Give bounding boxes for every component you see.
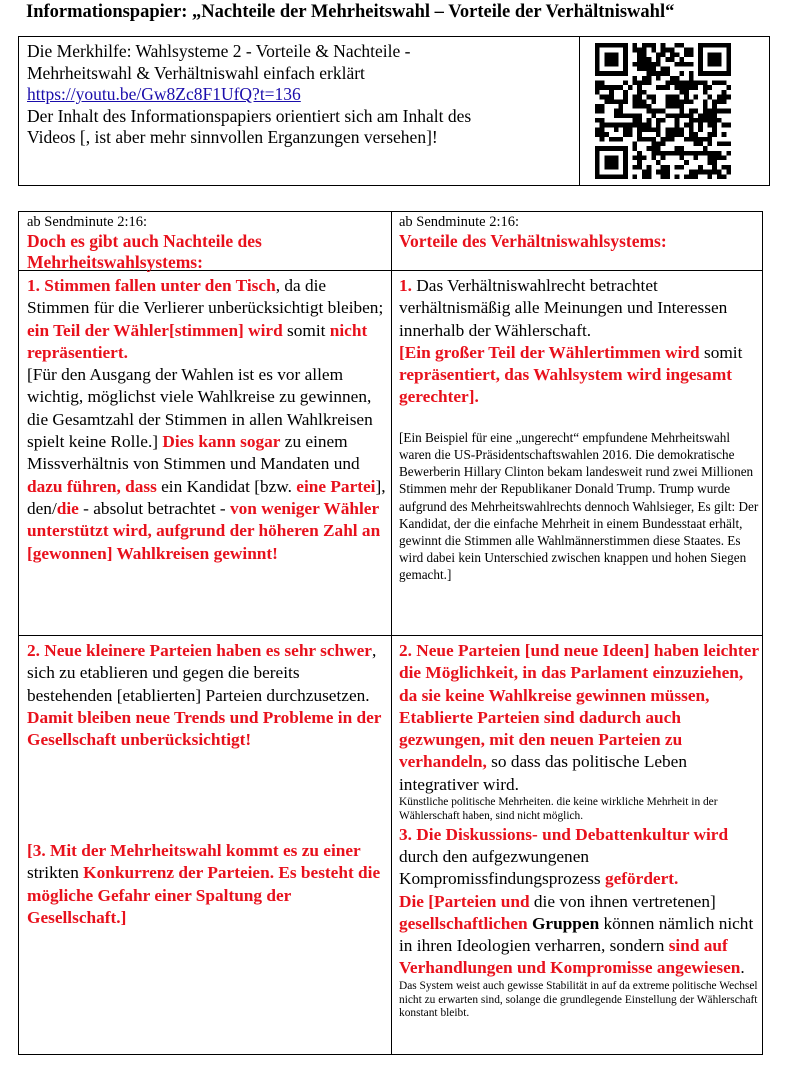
- info-box: [18, 36, 770, 186]
- comparison-table: [18, 211, 763, 1055]
- row-divider-middle: [19, 635, 762, 636]
- left-header-time: ab Sendminute 2:16:: [27, 214, 148, 230]
- right-header-title: Vorteile des Verhältniswahlsystems:: [399, 231, 667, 251]
- video-link[interactable]: https://youtu.be/Gw8Zc8F1UfQ?t=136: [27, 84, 301, 104]
- us-election-example: [Ein Beispiel für eine „ungerecht“ empfundene Mehrheitswahl waren die US-Präsidentschaftswahlen 2016. Die demokratische Bewerberin Hillary Clinton bekam landesweit rund zwei Millionen Stimmen mehr der Republikaner Donald Trump. Trump wurde aufgrund des Mehrheitswahlrechts dennoch Wahlsieger, Es gilt: Der Kandidat, der die einfache Mehrheit in einem Bundesstaat erhält, gewinnt die Stimmen alle Wahlmännerstimmen diese Staates. Es wird dabei kein Unterschied zwischen knappen und hohen Siegen gemacht.]: [399, 429, 759, 583]
- left-disadvantage-1: 1. Stimmen fallen unter den Tisch, da die Stimmen für die Verlierer unberücksichtigt bleiben; ein Teil der Wähler[stimmen] wird somit nicht repräsentiert. [Für den Ausgang der Wahlen ist es vor allem wichtig, möglichst viele Wahlkreise zu gewinnen, die Gesamtzahl der Stimmen in allen Wahlkreisen spielt keine Rolle.] Dies kann sogar zu einem Missverhältnis von Stimmen und Mandaten und dazu führen, dass ein Kandidat [bzw. eine Partei], den/die - absolut betrachtet - von weniger Wähler unterstützt wird, aufgrund der höheren Zahl an [gewonnen] Wahlkreisen gewinnt!: [27, 276, 386, 563]
- left-header: [27, 214, 387, 273]
- right-header: [399, 214, 759, 252]
- left-header-title: Doch es gibt auch Nachteile des Mehrheitswahlsystems:: [27, 231, 262, 272]
- info-text: [27, 41, 577, 149]
- right-header-time: ab Sendminute 2:16:: [399, 214, 520, 230]
- info-line-1: Die Merkhilfe: Wahlsysteme 2 - Vorteile & Nachteile -: [27, 41, 411, 61]
- info-line-3: Der Inhalt des Informationspapiers orientiert sich am Inhalt des: [27, 105, 472, 126]
- page-title: Informationspapier: „Nachteile der Mehrheitswahl – Vorteile der Verhältniswahl“: [26, 2, 675, 22]
- qr-cell: [579, 37, 770, 185]
- column-divider: [391, 212, 392, 1054]
- info-line-4: Videos [, ist aber mehr sinnvollen Erganzungen versehen]!: [27, 127, 438, 147]
- info-line-2: Mehrheitswahl & Verhältniswahl einfach erklärt: [27, 62, 365, 83]
- right-advantage-2-3: 2. Neue Parteien [und neue Ideen] haben leichter die Möglichkeit, in das Parlament einzuziehen, da sie keine Wahlkreise gewinnen müssen, Etablierte Parteien sind dadurch auch gezwungen, mit den neuen Parteien zu verhandeln, so dass das politische Leben integrativer wird. Künstliche politische Mehrheiten. die keine wirkliche Mehrheit in der Wählerschaft haben, sind nicht möglich. 3. Die Diskussions- und Debattenkultur wird durch den aufgezwungenen Kompromissfindungsprozess gefördert. Die [Parteien und die von ihnen vertretenen] gesellschaftlichen Gruppen können nämlich nicht in ihren Ideologien verharren, sondern sind auf Verhandlungen und Kompromisse angewiesen. Das System weist auch gewisse Stabilität in auf da extreme politische Wechsel nicht zu erwarten sind, solange die grundlegende Einstellung der Wählerschaft konstant bleibt.: [399, 640, 761, 1021]
- qr-code-icon[interactable]: [595, 43, 731, 179]
- stability-note: Das System weist auch gewisse Stabilität in auf da extreme politische Wechsel nicht zu erwarten sind, solange die grundlegende Einstellung der Wählerschaft konstant bleibt.: [399, 979, 758, 1020]
- right-advantage-1: 1. Das Verhältniswahlrecht betrachtet verhältnismäßig alle Meinungen und Interessen innerhalb der Wählerschaft. [Ein großer Teil der Wählertimmen wird somit repräsentiert, das Wahlsystem wird ingesamt gerechter]. [Ein Beispiel für eine „ungerecht“ empfundene Mehrheitswahl waren die US-Präsidentschaftswahlen 2016. Die demokratische Bewerberin Hillary Clinton bekam landesweit rund zwei Millionen Stimmen mehr der Republikaner Donald Trump. Trump wurde aufgrund des Mehrheitswahlrechts dennoch Wahlsieger, Es gilt: Der Kandidat, der die einfache Mehrheit in einem Bundesstaat erhält, gewinnt die Stimmen alle Wahlmännerstimmen diese Staates. Es wird dabei kein Unterschied zwischen knappen und hohen Siegen gemacht.]: [399, 275, 761, 584]
- artificial-majority-note: Künstliche politische Mehrheiten. die keine wirkliche Mehrheit in der Wählerschaft haben, sind nicht möglich.: [399, 796, 718, 822]
- left-disadvantage-2: 2. Neue kleinere Parteien haben es sehr schwer, sich zu etablieren und gegen die bereits bestehenden [etablierten] Parteien durchzusetzen. Damit bleiben neue Trends und Probleme in der Gesellschaft unberücksichtigt!: [27, 641, 382, 750]
- left-disadvantage-3: [3. Mit der Mehrheitswahl kommt es zu einer strikten Konkurrenz der Parteien. Es besteht die mögliche Gefahr einer Spaltung der Gesellschaft.]: [27, 841, 381, 927]
